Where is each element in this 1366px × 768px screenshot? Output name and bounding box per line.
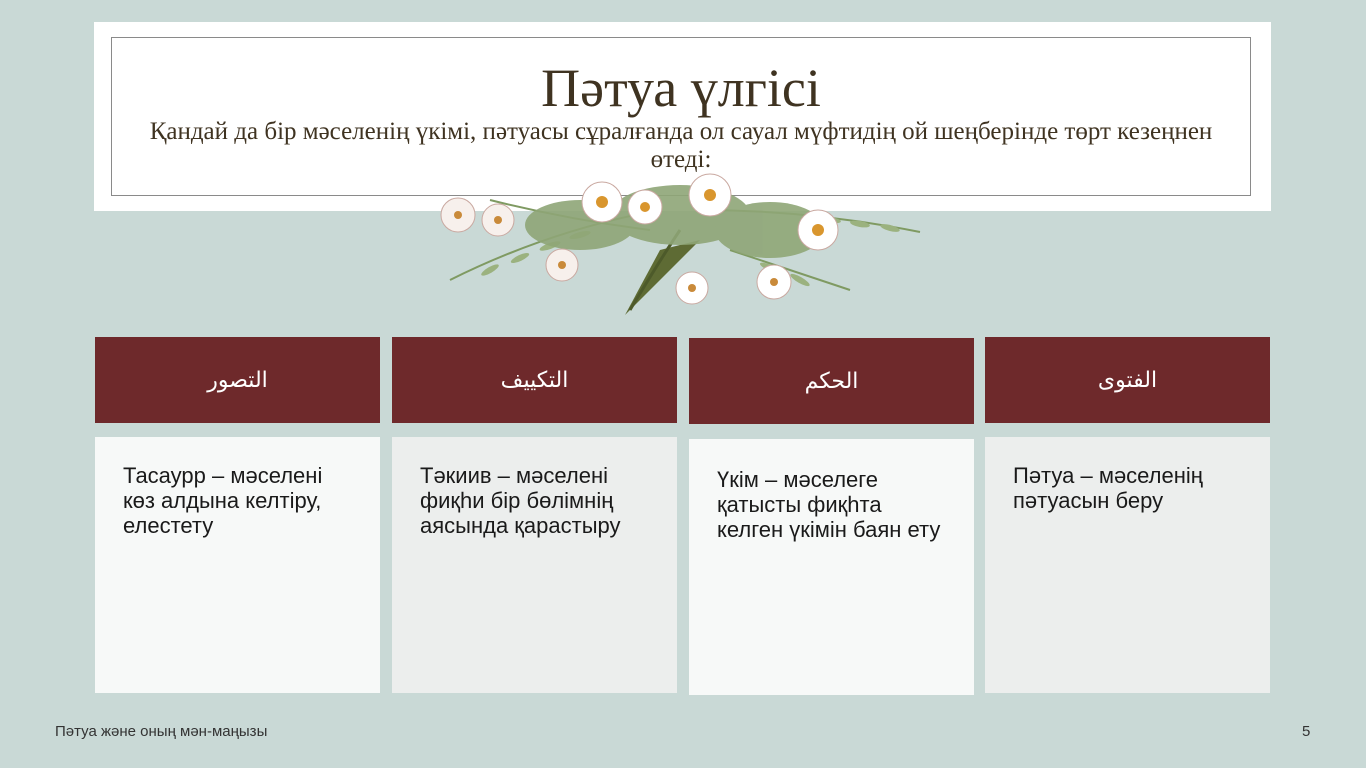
footer-title: Пәтуа және оның мән-маңызы (55, 723, 268, 740)
stage-header-4: الفتوى (985, 337, 1270, 423)
slide-subtitle: Қандай да бір мәселенің үкімі, пәтуасы сұралғанда ол сауал мүфтидің ой шеңберінде төрт кезеңнен өтеді: (149, 118, 1213, 173)
stage-header-1: التصور (95, 337, 380, 423)
stage-body-1: Тасаурр – мәселені көз алдына келтіру, елестету (95, 437, 380, 693)
slide-title: Пәтуа үлгісі (541, 58, 821, 118)
stage-header-2: التكييف (392, 337, 677, 423)
stage-header-3: الحكم (689, 338, 974, 424)
page-number: 5 (1302, 723, 1311, 740)
stage-body-4: Пәтуа – мәселенің пәтуасын беру (985, 437, 1270, 693)
stage-body-2: Тәкиив – мәселені фиқһи бір бөлімнің аясында қарастыру (392, 437, 677, 693)
floral-decoration (430, 170, 930, 320)
stage-body-3: Үкім – мәселеге қатысты фиқһта келген үкімін баян ету (689, 439, 974, 695)
